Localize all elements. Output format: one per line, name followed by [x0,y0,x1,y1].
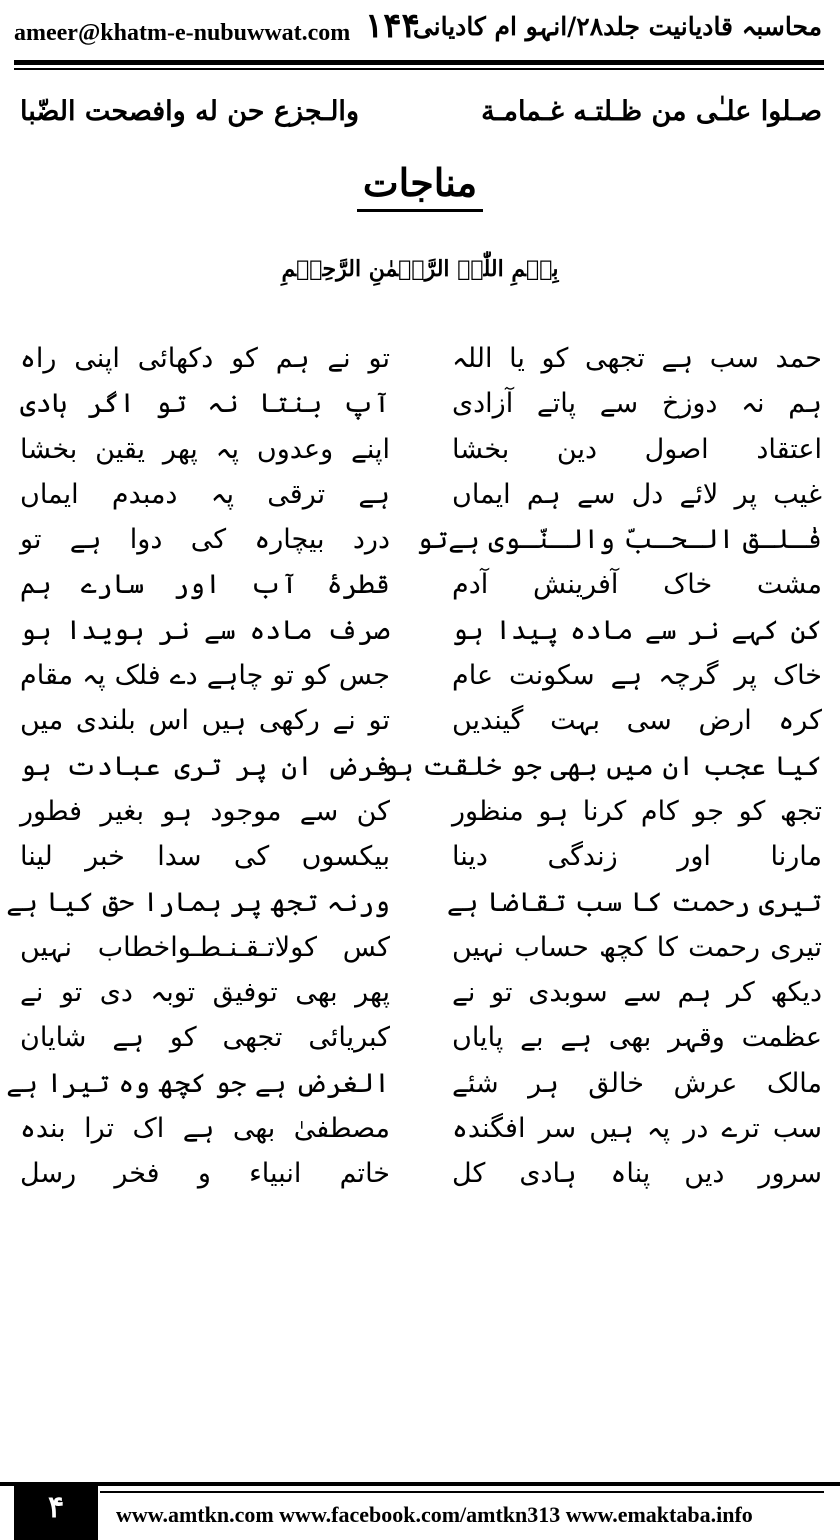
arabic-couplet-left: والـجزع حن له وافصحت الضّبا [20,96,359,127]
verse-line-right: تجھ کو جو کام کرنا ہو منظور [452,795,822,827]
verse-line-right: مالک عرش خالق ہر شئے [452,1067,822,1099]
verse-line-left: قطرۂ آب اور سارے ہم [20,569,390,601]
verse-line-right: خاک پر گرچہ ہے سکونت عام [452,660,822,692]
footer-rule [0,1482,840,1486]
verse-line-right: سب ترے در پہ ہیں سر افگندہ [452,1113,822,1145]
footer-links[interactable]: www.amtkn.com www.facebook.com/amtkn313 www.emaktaba.info [116,1502,753,1527]
poem-column-right [382,336,822,1197]
verse-line-right: مارنا اور زندگی دینا [452,841,822,873]
verse-line-left: آپ بنتا نہ تو اگر ہادی [20,388,390,420]
verse-line-left: تو نے رکھی ہیں اس بلندی میں [20,705,390,737]
header-email: ameer@khatm-e-nubuwwat.com [14,20,351,46]
verse-line-left: درد بیچارہ کی دوا ہے تو [20,524,390,556]
verse-line-right: تیری رحمت کا سب تقاضا ہے [446,886,822,918]
verse-line-right: اعتقاد اصول دین بخشا [452,433,822,465]
verse-line-left: تو نے ہم کو دکھائی اپنی راہ [20,343,390,374]
footer-rule-thin [100,1491,824,1493]
header-rule-thin [14,68,824,70]
verse-line-right: غیب پر لائے دل سے ہم ایماں [452,478,822,510]
verse-line-left: ہے ترقی پہ دمبدم ایماں [20,478,390,510]
verse-line-left: مصطفیٰ بھی ہے اک ترا بندہ [20,1113,390,1145]
verse-line-right: عظمت وقہر بھی ہے بے پایاں [452,1022,822,1054]
bismillah: بِسۡمِ اللّٰہِ الرَّحۡمٰنِ الرَّحِیۡمِ [281,256,559,282]
verse-line-right: تیری رحمت کا کچھ حساب نہیں [452,931,822,963]
verse-line-left: الغرض ہے جو کچھ وہ تیرا ہے [6,1067,390,1099]
arabic-couplet-right: صـلوا علـٰى من ظـلتـه غـمامـة [481,96,822,127]
verse-line-left: خاتم انبیاء و فخر رسل [20,1158,390,1190]
verse-line-right: کیا عجب ان میں بھی جو خلقت ہو [382,750,822,782]
book-title: محاسبہ قادیانیت جلد۲۸/انہو ام کادیانی [412,12,822,41]
footer-page-box: ۴ [14,1482,98,1540]
verse-line-left: فرض ان پر تری عبادت ہو [20,750,390,782]
verse-line-right: مشت خاک آفرینش آدم [452,569,822,601]
page-number: ۱۴۴ [365,6,420,46]
page-heading [0,160,840,205]
verse-line-left: بیکسوں کی سدا خبر لینا [20,841,390,873]
verse-line-right: فٰـلـق الـحـبّ والـنّـوی ہےتو [416,524,822,556]
verse-line-left: ورنہ تجھ پر ہمارا حق کیا ہے [6,886,390,918]
verse-line-right: سرور دیں پناہ ہادی کل [452,1158,822,1190]
header-rule [14,60,824,65]
heading-text: مناجات [357,160,483,212]
verse-line-right: دیکھ کر ہم سے سوبدی تو نے [452,977,822,1009]
verse-line-left: اپنے وعدوں پہ پھر یقین بخشا [20,433,390,465]
verse-line-right: کن کہے نر سے مادہ پیدا ہو [452,614,822,646]
verse-line-left: صرف مادہ سے نر ہویدا ہو [20,614,390,646]
verse-line-right: کرہ ارض سی بہت گیندیں [452,705,822,737]
verse-line-left: پھر بھی توفیق توبہ دی تو نے [20,977,390,1009]
verse-line-right: ہم نہ دوزخ سے پاتے آزادی [452,388,822,420]
verse-line-left: کس کولاتـقـنـطـواخطاب نہیں [20,931,390,963]
verse-line-left: جس کو تو چاہے دے فلک پہ مقام [20,660,390,692]
poem-column-left [6,336,390,1197]
verse-line-right: حمد سب ہے تجھی کو یا اللہ [452,343,822,374]
verse-line-left: کن سے موجود ہو بغیر فطور [20,795,390,827]
verse-line-left: کبریائی تجھی کو ہے شایان [20,1022,390,1054]
